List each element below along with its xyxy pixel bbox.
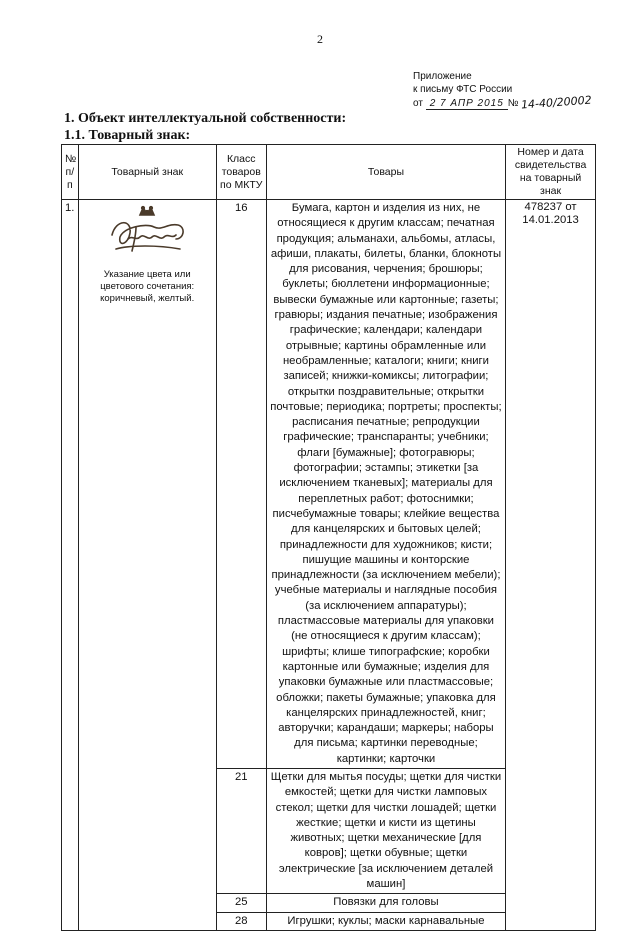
header-cert: Номер и дата свидетельства на товарный знак [506, 145, 596, 200]
number-sign: № [507, 98, 519, 109]
appendix-block [413, 70, 592, 110]
appendix-line1: Приложение [413, 71, 472, 82]
header-mark: Товарный знак [78, 145, 216, 200]
trademark-table [61, 144, 596, 931]
header-num: № п/п [62, 145, 79, 200]
trademark-logo-icon [106, 205, 188, 261]
from-label: от [413, 98, 423, 109]
color-note: Указание цвета или цветового сочетания: коричневый, желтый. [100, 269, 195, 304]
goods-class-16: Бумага, картон и изделия из них, не относящиеся к другим классам; печатная продукция; альманахи, альбомы, атласы, афиши, плакаты, билеты, бланки, блокноты для рисования, черчения; брошюры; буклеты; бюллетени информационные; вывески бумажные или картонные; газеты; гравюры; издания печатные; изображения графические; календари; календари отрывные; картины обрамленные или необрамленные; каталоги; книги; книги записей; книжки-комиксы; литографии; открытки поздравительные; открытки почтовые; периодика; портреты; проспекты; расписания печатные; репродукции графические; транспаранты; учебники; флаги [бумажные]; фотогравюры; фотографии; эстампы; этикетки [за исключением тканевых]; материалы для переплетных работ; фотоснимки; писчебумажные товары; клейкие вещества для канцелярских и бытовых целей; принадлежности для художников; кисти; пишущие машины и конторские принадлежности (за исключением мебели); учебные материалы и наглядные пособия (за исключением аппаратуры); пластмассовые материалы для упаковки (не относящиеся к другим классам); шрифты; клише типографские; коробки картонные или бумажные; изделия для упаковки бумажные или пластмассовые; обложки; пакеты бумажные; упаковка для канцелярских принадлежностей, книг; авторучки; карандаши; маркеры; наборы для письма; картинки переводные; картинки; карточки [266, 200, 505, 769]
class-21: 21 [216, 768, 266, 893]
trademark-cell [78, 200, 216, 931]
header-goods: Товары [266, 145, 505, 200]
table-header-row [62, 145, 596, 200]
header-class: Класс товаров по МКТУ [216, 145, 266, 200]
goods-class-25: Повязки для головы [266, 894, 505, 912]
row-number: 1. [62, 200, 79, 931]
appendix-line3 [413, 93, 593, 112]
class-16: 16 [216, 200, 266, 769]
class-25: 25 [216, 894, 266, 912]
certificate-number: 478237 от 14.01.2013 [506, 200, 596, 931]
letter-number-handwritten: 14-40/20002 [520, 93, 593, 112]
table-row [62, 200, 596, 769]
subsection-heading: 1.1. Товарный знак: [64, 128, 191, 143]
section-heading: 1. Объект интеллектуальной собственности: [64, 111, 347, 126]
class-28: 28 [216, 912, 266, 930]
appendix-line2: к письму ФТС России [413, 84, 513, 95]
goods-class-28: Игрушки; куклы; маски карнавальные [266, 912, 505, 930]
goods-class-21: Щетки для мытья посуды; щетки для чистки емкостей; щетки для чистки ламповых стекол; щетки для чистки лошадей; щетки жесткие; щетки и кисти из щетины животных; щетки механические [для ковров]; щетки обувные; щетки электрические [за исключением деталей машин] [266, 768, 505, 893]
letter-date: 2 7 АПР 2015 [426, 98, 508, 110]
page-number: 2 [317, 32, 323, 46]
